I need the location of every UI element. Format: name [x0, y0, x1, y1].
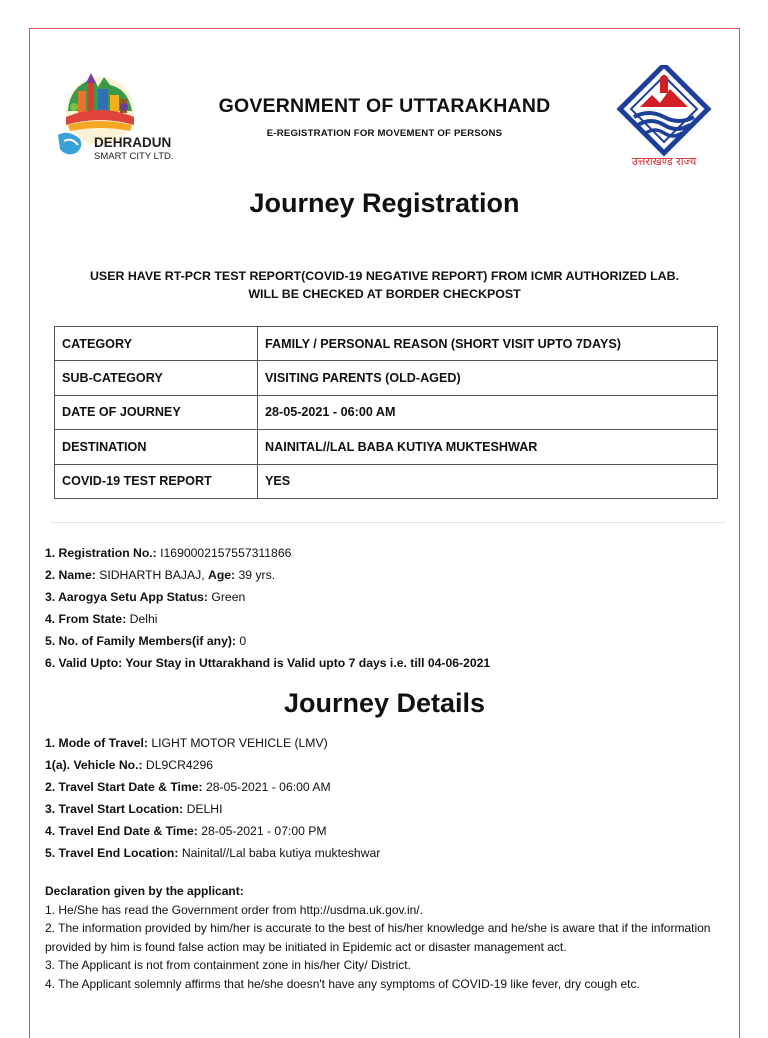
name-value: SIDHARTH BAJAJ, — [99, 567, 205, 582]
travel-label: 2. Travel Start Date & Time: — [45, 779, 203, 794]
declaration-item: 3. The Applicant is not from containment zone in his/her City/ District. — [45, 958, 411, 973]
family-value: 0 — [239, 633, 247, 648]
travel-label: 1(a). Vehicle No.: — [45, 757, 143, 772]
logo-text-line1: DEHRADUN — [94, 135, 172, 150]
summary-key: DESTINATION — [55, 430, 258, 464]
travel-value: Nainital//Lal baba kutiya mukteshwar — [181, 845, 381, 860]
list-item — [45, 821, 735, 843]
notice-line-2: WILL BE CHECKED AT BORDER CHECKPOST — [248, 287, 521, 301]
summary-value: 28-05-2021 - 06:00 AM — [258, 395, 718, 429]
aarogya-label: 3. Aarogya Setu App Status: — [45, 589, 208, 604]
summary-key: CATEGORY — [55, 327, 258, 361]
summary-key: COVID-19 TEST REPORT — [55, 464, 258, 498]
info-row-registration — [45, 543, 735, 565]
info-row-aarogya — [45, 587, 735, 609]
page-title: Journey Registration — [249, 188, 520, 218]
rtpcr-notice — [30, 267, 739, 303]
journey-summary-table — [54, 326, 718, 499]
government-subtitle: E-REGISTRATION FOR MOVEMENT OF PERSONS — [266, 128, 503, 139]
table-row — [55, 430, 718, 464]
registration-label: 1. Registration No.: — [45, 546, 157, 560]
list-item — [45, 755, 735, 777]
summary-value: YES — [258, 464, 718, 498]
name-label: 2. Name: — [45, 567, 96, 582]
applicant-info — [45, 543, 735, 674]
age-value: 39 yrs. — [238, 567, 276, 582]
travel-value: 28-05-2021 - 06:00 AM — [206, 779, 331, 794]
logo-text-line2: SMART CITY LTD. — [94, 151, 174, 162]
info-row-family — [45, 631, 735, 653]
age-label: Age: — [208, 567, 236, 582]
list-item — [45, 799, 735, 821]
info-row-valid — [45, 653, 735, 675]
list-item — [45, 733, 735, 755]
declaration-heading: Declaration given by the applicant: — [45, 884, 244, 898]
table-row — [55, 464, 718, 498]
valid-upto-text: 6. Valid Upto: Your Stay in Uttarakhand is Valid upto 7 days i.e. till 04-06-2021 — [45, 655, 491, 670]
table-row — [55, 395, 718, 429]
state-value: Delhi — [129, 611, 158, 626]
summary-value: FAMILY / PERSONAL REASON (SHORT VISIT UPTO 7DAYS) — [258, 327, 718, 361]
declaration-section — [45, 882, 713, 994]
aarogya-value: Green — [211, 589, 246, 604]
table-row — [55, 327, 718, 361]
summary-value: VISITING PARENTS (OLD-AGED) — [258, 361, 718, 395]
summary-key: DATE OF JOURNEY — [55, 395, 258, 429]
list-item — [45, 843, 735, 865]
table-row — [55, 361, 718, 395]
journey-details-title: Journey Details — [283, 688, 486, 718]
uttarakhand-state-emblem — [610, 65, 718, 171]
travel-details — [45, 733, 735, 864]
state-label: 4. From State: — [45, 611, 127, 626]
travel-value: 28-05-2021 - 07:00 PM — [201, 823, 327, 838]
list-item — [45, 777, 735, 799]
declaration-item: 1. He/She has read the Government order from http://usdma.uk.gov.in/. — [45, 902, 423, 917]
summary-key: SUB-CATEGORY — [55, 361, 258, 395]
summary-value: NAINITAL//LAL BABA KUTIYA MUKTESHWAR — [258, 430, 718, 464]
emblem-caption: उत्तराखण्ड राज्य — [631, 155, 697, 168]
travel-label: 5. Travel End Location: — [45, 845, 179, 860]
declaration-item: 2. The information provided by him/her is accurate to the best of his/her knowledge and he/she is aware that if the information provided by him is found false action may be initiated in Epidemic act or disaster management act. — [45, 921, 711, 954]
travel-label: 1. Mode of Travel: — [45, 736, 148, 750]
notice-line-1: USER HAVE RT-PCR TEST REPORT(COVID-19 NEGATIVE REPORT) FROM ICMR AUTHORIZED LAB. — [89, 269, 680, 283]
travel-value: LIGHT MOTOR VEHICLE (LMV) — [151, 736, 328, 750]
travel-value: DELHI — [186, 801, 223, 816]
travel-value: DL9CR4296 — [145, 757, 213, 772]
registration-value: I1690002157557311866 — [160, 546, 292, 560]
family-label: 5. No. of Family Members(if any): — [45, 633, 236, 648]
travel-label: 3. Travel Start Location: — [45, 801, 184, 816]
declaration-item: 4. The Applicant solemnly affirms that he/she doesn't have any symptoms of COVID-19 like fever, dry cough etc. — [45, 976, 640, 991]
info-row-name — [45, 565, 735, 587]
government-title: GOVERNMENT OF UTTARAKHAND — [218, 95, 551, 117]
document-page — [29, 28, 740, 1038]
travel-label: 4. Travel End Date & Time: — [45, 823, 198, 838]
info-row-state — [45, 609, 735, 631]
section-divider — [50, 522, 726, 523]
